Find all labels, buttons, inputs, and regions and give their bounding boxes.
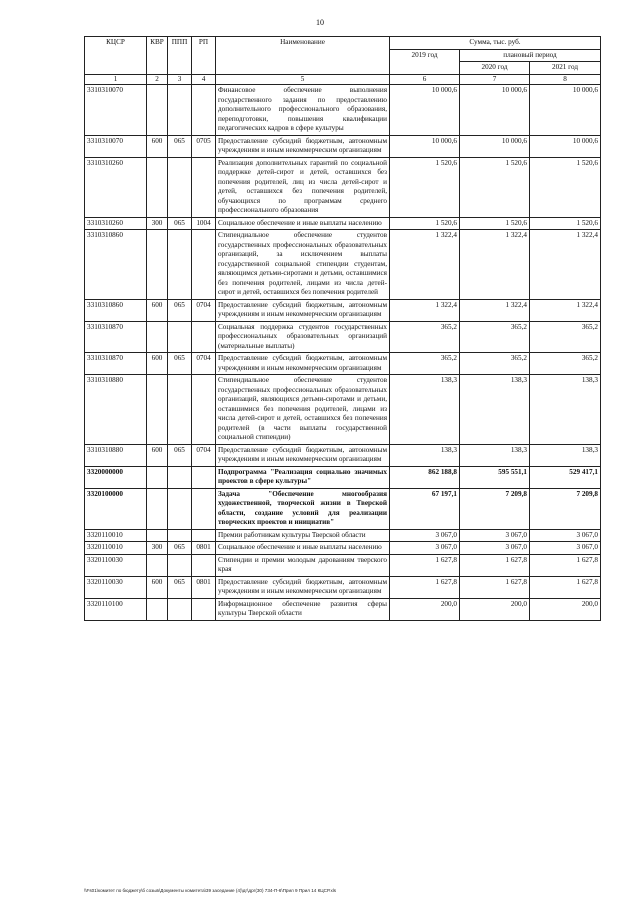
amount-2020-cell: 1 520,6 bbox=[460, 217, 530, 230]
kvr-cell: 600 bbox=[147, 353, 168, 375]
rp-cell bbox=[192, 598, 216, 620]
amount-2020-cell: 10 000,6 bbox=[460, 135, 530, 157]
amount-2020-cell: 1 322,4 bbox=[460, 299, 530, 321]
kvr-cell bbox=[147, 488, 168, 529]
amount-2021-cell: 138,3 bbox=[530, 444, 601, 466]
amount-2019-cell: 1 520,6 bbox=[390, 157, 460, 217]
ppp-cell bbox=[168, 375, 192, 445]
amount-2019-cell: 1 627,8 bbox=[390, 554, 460, 576]
column-number: 1 bbox=[85, 74, 147, 85]
amount-2021-cell: 200,0 bbox=[530, 598, 601, 620]
kvr-cell: 300 bbox=[147, 217, 168, 230]
amount-2019-cell: 3 067,0 bbox=[390, 542, 460, 555]
name-cell: Предоставление субсидий бюджетным, автономным учреждениям и иным некоммерческим организациям bbox=[216, 353, 390, 375]
amount-2020-cell: 7 209,8 bbox=[460, 488, 530, 529]
kvr-cell: 300 bbox=[147, 542, 168, 555]
header-planned-period: плановый период bbox=[460, 49, 601, 62]
column-number: 7 bbox=[460, 74, 530, 85]
kvr-cell bbox=[147, 157, 168, 217]
amount-2019-cell: 3 067,0 bbox=[390, 529, 460, 542]
column-number: 3 bbox=[168, 74, 192, 85]
ppp-cell bbox=[168, 529, 192, 542]
header-2020: 2020 год bbox=[460, 62, 530, 75]
kcsr-cell: 3310310860 bbox=[85, 299, 147, 321]
amount-2021-cell: 3 067,0 bbox=[530, 542, 601, 555]
amount-2021-cell: 3 067,0 bbox=[530, 529, 601, 542]
name-cell: Премии работникам культуры Тверской области bbox=[216, 529, 390, 542]
kvr-cell: 600 bbox=[147, 576, 168, 598]
amount-2019-cell: 67 197,1 bbox=[390, 488, 460, 529]
table-row bbox=[85, 321, 601, 353]
ppp-cell bbox=[168, 488, 192, 529]
kcsr-cell: 3320110010 bbox=[85, 529, 147, 542]
rp-cell: 0704 bbox=[192, 353, 216, 375]
kvr-cell: 600 bbox=[147, 135, 168, 157]
kcsr-cell: 3310310870 bbox=[85, 321, 147, 353]
rp-cell: 0704 bbox=[192, 299, 216, 321]
header-name: Наименование bbox=[216, 37, 390, 75]
amount-2021-cell: 1 322,4 bbox=[530, 230, 601, 300]
amount-2021-cell: 1 627,8 bbox=[530, 554, 601, 576]
kcsr-cell: 3320110030 bbox=[85, 554, 147, 576]
amount-2020-cell: 138,3 bbox=[460, 375, 530, 445]
kcsr-cell: 3310310860 bbox=[85, 230, 147, 300]
ppp-cell bbox=[168, 157, 192, 217]
table-row bbox=[85, 466, 601, 488]
kcsr-cell: 3320110010 bbox=[85, 542, 147, 555]
table-row bbox=[85, 353, 601, 375]
table-body bbox=[85, 85, 601, 621]
rp-cell: 0704 bbox=[192, 444, 216, 466]
table-row bbox=[85, 488, 601, 529]
ppp-cell bbox=[168, 598, 192, 620]
rp-cell bbox=[192, 85, 216, 136]
name-cell: Реализация дополнительных гарантий по социальной поддержке детей-сирот и детей, оставшихся без попечения родителей, лиц из числа детей-сирот и детей, оставшихся без попечения родителей, обучающихся по программам среднего профессионального образования bbox=[216, 157, 390, 217]
table-row bbox=[85, 444, 601, 466]
rp-cell bbox=[192, 375, 216, 445]
ppp-cell: 065 bbox=[168, 135, 192, 157]
name-cell: Финансовое обеспечение выполнения государственного задания по предоставлению дополнительного профессионального образования, переподготовки, повышения квалификации педагогических кадров в сфере культуры bbox=[216, 85, 390, 136]
kcsr-cell: 3310310880 bbox=[85, 375, 147, 445]
rp-cell: 0801 bbox=[192, 542, 216, 555]
rp-cell: 0801 bbox=[192, 576, 216, 598]
amount-2019-cell: 365,2 bbox=[390, 321, 460, 353]
table-row bbox=[85, 217, 601, 230]
rp-cell bbox=[192, 321, 216, 353]
amount-2020-cell: 138,3 bbox=[460, 444, 530, 466]
amount-2021-cell: 365,2 bbox=[530, 321, 601, 353]
amount-2020-cell: 365,2 bbox=[460, 353, 530, 375]
rp-cell: 0705 bbox=[192, 135, 216, 157]
amount-2021-cell: 1 520,6 bbox=[530, 157, 601, 217]
name-cell: Задача "Обеспечение многообразия художественной, творческой жизни в Тверской области, создание условий для реализации творческих проектов и инициатив" bbox=[216, 488, 390, 529]
kcsr-cell: 3310310260 bbox=[85, 217, 147, 230]
table-row bbox=[85, 299, 601, 321]
amount-2020-cell: 595 551,1 bbox=[460, 466, 530, 488]
ppp-cell bbox=[168, 230, 192, 300]
table-row bbox=[85, 554, 601, 576]
kcsr-cell: 3310310260 bbox=[85, 157, 147, 217]
amount-2021-cell: 1 627,8 bbox=[530, 576, 601, 598]
rp-cell: 1004 bbox=[192, 217, 216, 230]
header-2019: 2019 год bbox=[390, 49, 460, 74]
name-cell: Социальная поддержка студентов государственных профессиональных образовательных организаций (материальные выплаты) bbox=[216, 321, 390, 353]
amount-2019-cell: 1 322,4 bbox=[390, 230, 460, 300]
amount-2019-cell: 862 188,8 bbox=[390, 466, 460, 488]
table-row bbox=[85, 157, 601, 217]
kvr-cell bbox=[147, 529, 168, 542]
table-row bbox=[85, 135, 601, 157]
name-cell: Стипендии и премии молодым дарованиям тверского края bbox=[216, 554, 390, 576]
budget-table bbox=[84, 36, 601, 621]
amount-2020-cell: 3 067,0 bbox=[460, 542, 530, 555]
ppp-cell bbox=[168, 321, 192, 353]
name-cell: Предоставление субсидий бюджетным, автономным учреждениям и иным некоммерческим организациям bbox=[216, 576, 390, 598]
table-row bbox=[85, 542, 601, 555]
ppp-cell bbox=[168, 466, 192, 488]
name-cell: Социальное обеспечение и иные выплаты населению bbox=[216, 542, 390, 555]
page-number: 10 bbox=[316, 18, 324, 27]
ppp-cell: 065 bbox=[168, 576, 192, 598]
name-cell: Социальное обеспечение и иные выплаты населению bbox=[216, 217, 390, 230]
ppp-cell: 065 bbox=[168, 353, 192, 375]
kcsr-cell: 3310310070 bbox=[85, 85, 147, 136]
amount-2020-cell: 10 000,6 bbox=[460, 85, 530, 136]
rp-cell bbox=[192, 230, 216, 300]
kvr-cell: 600 bbox=[147, 444, 168, 466]
file-path-footer: \\Fs01\комитет по бюджету\б созыв\Документы комитета\39 заседание (4)\дг\дрг(30) 734-П-6\Прил 9 Прил 14 КЦСР.xls bbox=[84, 888, 337, 893]
table-row bbox=[85, 375, 601, 445]
kcsr-cell: 3310310880 bbox=[85, 444, 147, 466]
amount-2021-cell: 10 000,6 bbox=[530, 135, 601, 157]
amount-2019-cell: 10 000,6 bbox=[390, 85, 460, 136]
ppp-cell: 065 bbox=[168, 542, 192, 555]
header-kvr: КВР bbox=[147, 37, 168, 75]
kcsr-cell: 3310310870 bbox=[85, 353, 147, 375]
amount-2019-cell: 200,0 bbox=[390, 598, 460, 620]
ppp-cell: 065 bbox=[168, 299, 192, 321]
amount-2020-cell: 365,2 bbox=[460, 321, 530, 353]
kvr-cell bbox=[147, 85, 168, 136]
name-cell: Подпрограмма "Реализация социально значимых проектов в сфере культуры" bbox=[216, 466, 390, 488]
amount-2020-cell: 3 067,0 bbox=[460, 529, 530, 542]
amount-2019-cell: 138,3 bbox=[390, 375, 460, 445]
column-number: 2 bbox=[147, 74, 168, 85]
amount-2020-cell: 1 627,8 bbox=[460, 576, 530, 598]
kvr-cell bbox=[147, 375, 168, 445]
amount-2019-cell: 365,2 bbox=[390, 353, 460, 375]
kcsr-cell: 3320110100 bbox=[85, 598, 147, 620]
header-rp: РП bbox=[192, 37, 216, 75]
rp-cell bbox=[192, 554, 216, 576]
kcsr-cell: 3320110030 bbox=[85, 576, 147, 598]
ppp-cell: 065 bbox=[168, 444, 192, 466]
ppp-cell bbox=[168, 554, 192, 576]
kcsr-cell: 3320000000 bbox=[85, 466, 147, 488]
kvr-cell bbox=[147, 230, 168, 300]
header-sum: Сумма, тыс. руб. bbox=[390, 37, 601, 50]
kvr-cell bbox=[147, 466, 168, 488]
amount-2020-cell: 1 627,8 bbox=[460, 554, 530, 576]
amount-2019-cell: 1 627,8 bbox=[390, 576, 460, 598]
column-number: 5 bbox=[216, 74, 390, 85]
table-row bbox=[85, 576, 601, 598]
column-number: 8 bbox=[530, 74, 601, 85]
amount-2021-cell: 529 417,1 bbox=[530, 466, 601, 488]
rp-cell bbox=[192, 157, 216, 217]
name-cell: Предоставление субсидий бюджетным, автономным учреждениям и иным некоммерческим организациям bbox=[216, 135, 390, 157]
rp-cell bbox=[192, 466, 216, 488]
kvr-cell bbox=[147, 598, 168, 620]
table-row bbox=[85, 85, 601, 136]
amount-2021-cell: 1 322,4 bbox=[530, 299, 601, 321]
name-cell: Информационное обеспечение развития сферы культуры Тверской области bbox=[216, 598, 390, 620]
table-row bbox=[85, 230, 601, 300]
amount-2019-cell: 138,3 bbox=[390, 444, 460, 466]
amount-2019-cell: 1 322,4 bbox=[390, 299, 460, 321]
column-number: 6 bbox=[390, 74, 460, 85]
kvr-cell bbox=[147, 554, 168, 576]
name-cell: Стипендиальное обеспечение студентов государственных профессиональных образовательных организаций, за исключением выплаты государственной социальной стипендии студентам, являющимся детьми-сиротами и детьми, оставшимися без попечения родителей, лицами из числа детей-сирот и детей, оставшихся без попечения родителей bbox=[216, 230, 390, 300]
amount-2020-cell: 1 520,6 bbox=[460, 157, 530, 217]
header-ppp: ППП bbox=[168, 37, 192, 75]
amount-2019-cell: 1 520,6 bbox=[390, 217, 460, 230]
amount-2020-cell: 1 322,4 bbox=[460, 230, 530, 300]
kvr-cell: 600 bbox=[147, 299, 168, 321]
ppp-cell: 065 bbox=[168, 217, 192, 230]
amount-2021-cell: 10 000,6 bbox=[530, 85, 601, 136]
column-numbers-row bbox=[85, 74, 601, 85]
header-2021: 2021 год bbox=[530, 62, 601, 75]
ppp-cell bbox=[168, 85, 192, 136]
amount-2020-cell: 200,0 bbox=[460, 598, 530, 620]
rp-cell bbox=[192, 529, 216, 542]
amount-2021-cell: 138,3 bbox=[530, 375, 601, 445]
amount-2021-cell: 7 209,8 bbox=[530, 488, 601, 529]
rp-cell bbox=[192, 488, 216, 529]
amount-2019-cell: 10 000,6 bbox=[390, 135, 460, 157]
column-number: 4 bbox=[192, 74, 216, 85]
amount-2021-cell: 1 520,6 bbox=[530, 217, 601, 230]
kcsr-cell: 3320100000 bbox=[85, 488, 147, 529]
kvr-cell bbox=[147, 321, 168, 353]
name-cell: Стипендиальное обеспечение студентов государственных профессиональных образовательных организаций, являющихся детьми-сиротами и детьми, оставшимися без попечения родителей, лицами из числа детей-сирот и детей, оставшихся без попечения родителей (в части выплаты государственной социальной стипендии) bbox=[216, 375, 390, 445]
name-cell: Предоставление субсидий бюджетным, автономным учреждениям и иным некоммерческим организациям bbox=[216, 444, 390, 466]
table-row bbox=[85, 598, 601, 620]
name-cell: Предоставление субсидий бюджетным, автономным учреждениям и иным некоммерческим организациям bbox=[216, 299, 390, 321]
header-kcsr: КЦСР bbox=[85, 37, 147, 75]
table-row bbox=[85, 529, 601, 542]
amount-2021-cell: 365,2 bbox=[530, 353, 601, 375]
kcsr-cell: 3310310070 bbox=[85, 135, 147, 157]
